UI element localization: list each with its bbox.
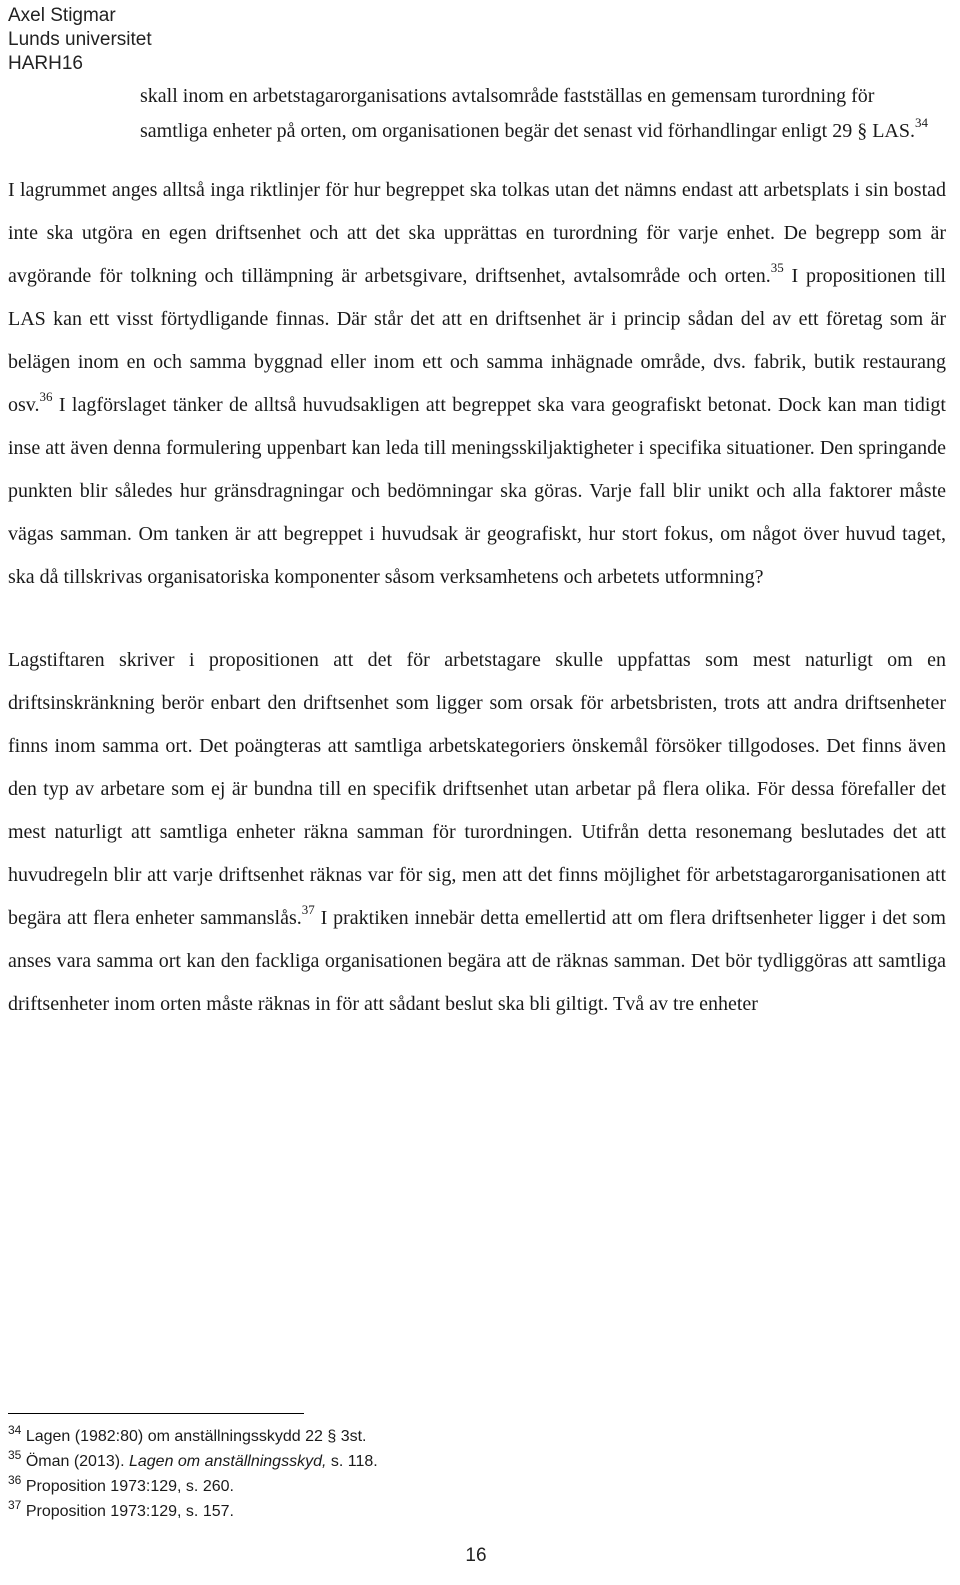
- footnote-37: [8, 1499, 378, 1524]
- header-university: Lunds universitet: [8, 29, 152, 50]
- paragraph-2-segment-1: Lagstiftaren skriver i propositionen att det för arbetstagare skulle uppfattas som mest naturligt om en driftsinskränkning berör enbart den driftsenhet som ligger som orsak för arbetsbristen, trots att andra driftsenheter finns inom samma ort. Det poängteras att samtliga arbetskategoriers önskemål försöker tillgodoses. Det finns även den typ av arbetare som ej är bundna till en specifik driftsenhet utan arbetar på flera olika. För dessa förefaller det mest naturligt att samtliga enheter räkna samman för turordningen. Utifrån detta resonemang beslutades det att huvudregeln blir att varje driftsenhet räknas var för sig, men att det finns möjlighet för arbetstagarorganisationen att begära att flera enheter sammanslås.: [8, 649, 946, 929]
- quote-text: skall inom en arbetstagarorganisations avtalsområde fastställas en gemensam turordning för samtliga enheter på orten, om organisationen begär det senast vid förhandlingar enligt 29 § LAS.: [140, 85, 915, 142]
- paragraph-1: [8, 169, 946, 599]
- footnote-ref-35[interactable]: 35: [770, 260, 784, 276]
- footnote-number: 37: [8, 1497, 22, 1512]
- body-text: [8, 79, 946, 1026]
- footnotes: [8, 1424, 378, 1524]
- footnote-text-pre: Öman (2013).: [25, 1453, 129, 1470]
- paragraph-2: [8, 639, 946, 1026]
- footnote-book-title: Lagen om anställningsskyd,: [128, 1453, 327, 1470]
- header-course: HARH16: [8, 53, 83, 74]
- page-number: 16: [465, 1545, 487, 1566]
- block-quote: [140, 79, 946, 149]
- running-header: [8, 4, 152, 76]
- header-author: Axel Stigmar: [8, 5, 116, 26]
- paragraph-1-segment-3: I lagförslaget tänker de alltså huvudsakligen att begreppet ska vara geografiskt betonat. Dock kan man tidigt inse att även denna formulering uppenbart kan leda till meningsskiljaktigheter i specifika situationer. Den springande punkten blir således hur gränsdragningar och bedömningar ska göras. Varje fall blir unikt och alla faktorer måste vägas samman. Om tanken är att begreppet i huvudsak är geografiskt, hur stort fokus, om något över huvud taget, ska då tillskrivas organisatoriska komponenter såsom verksamhetens och arbetets utformning?: [8, 394, 946, 588]
- footnote-separator: [8, 1413, 304, 1414]
- footnote-text: Proposition 1973:129, s. 260.: [25, 1478, 234, 1495]
- paragraph-1-segment-1: I lagrummet anges alltså inga riktlinjer för hur begreppet ska tolkas utan det nämns endast att arbetsplats i sin bostad inte ska utgöra en egen driftsenhet och att det ska upprättas en turordning för varje enhet. De begrepp som är avgörande för tolkning och tillämpning är arbetsgivare, driftsenhet, avtalsområde och orten.: [8, 179, 946, 287]
- footnote-text: Proposition 1973:129, s. 157.: [25, 1503, 234, 1520]
- footnote-34: [8, 1424, 378, 1449]
- footnote-35: [8, 1449, 378, 1474]
- footnote-text: Lagen (1982:80) om anställningsskydd 22 § 3st.: [25, 1428, 367, 1445]
- footnote-ref-36[interactable]: 36: [39, 389, 53, 405]
- footnote-ref-34[interactable]: 34: [914, 115, 928, 131]
- paragraph-2-segment-2: I praktiken innebär detta emellertid att om flera driftsenheter ligger i det som anses vara samma ort kan den fackliga organisationen begära att de räknas samman. Det bör tydliggöras att samtliga driftsenheter inom orten måste räknas in för att sådant beslut ska bli giltigt. Två av tre enheter: [8, 907, 946, 1015]
- footnote-number: 34: [8, 1422, 22, 1437]
- footnote-text-post: s. 118.: [326, 1453, 378, 1470]
- footnote-number: 35: [8, 1447, 22, 1462]
- paragraph-1-segment-2: I propositionen till LAS kan ett visst förtydligande finnas. Där står det att en driftsenhet är i princip sådan del av ett företag som är belägen inom en och samma byggnad eller inom ett och samma inhägnade område, dvs. fabrik, butik restaurang osv.: [8, 265, 946, 416]
- footnote-36: [8, 1474, 378, 1499]
- footnote-ref-37[interactable]: 37: [301, 902, 315, 918]
- footnote-number: 36: [8, 1472, 22, 1487]
